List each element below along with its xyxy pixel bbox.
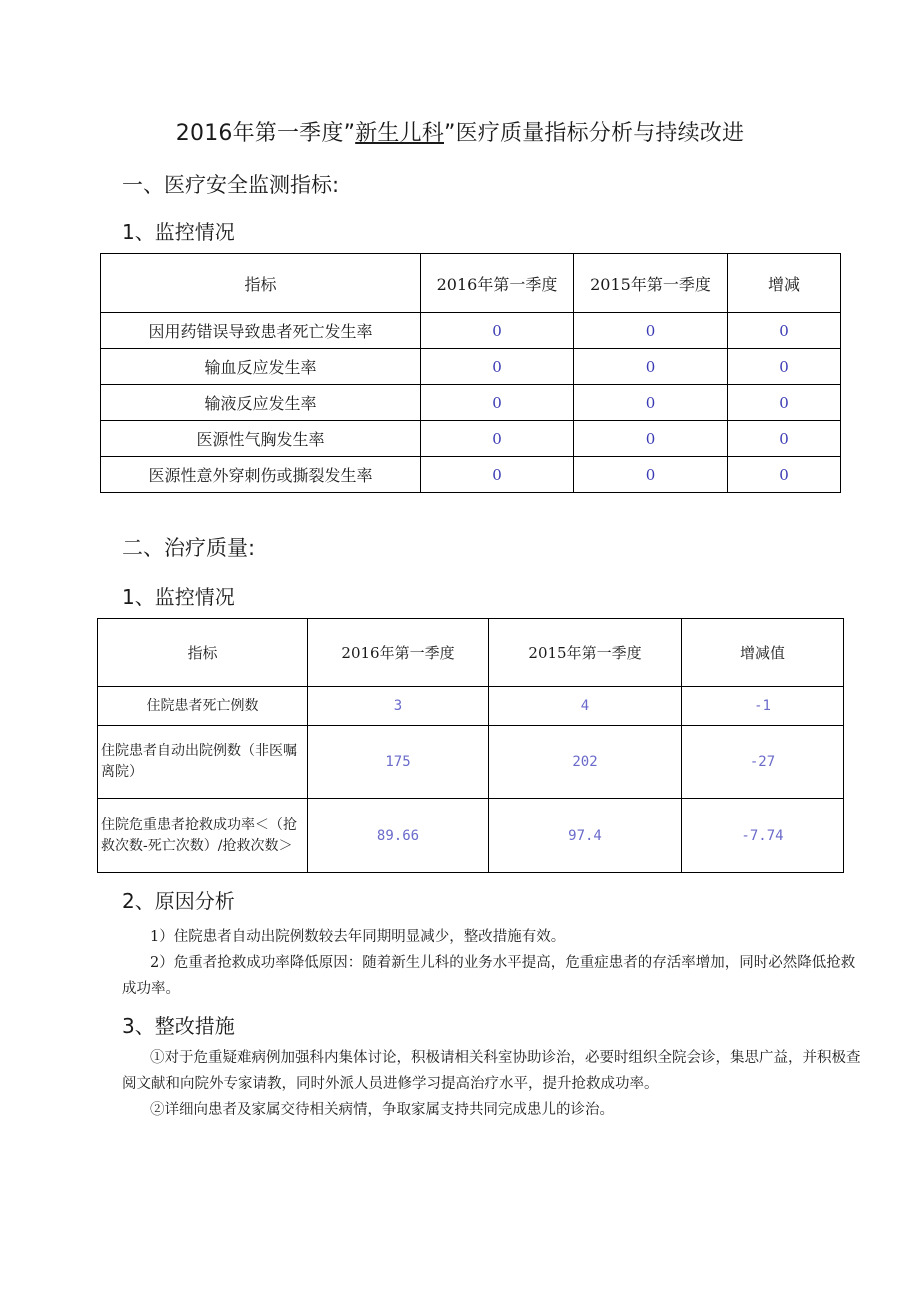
- value-2016: 0: [421, 313, 574, 349]
- value-change: 0: [728, 313, 841, 349]
- value-2015: 0: [574, 313, 728, 349]
- column-header: 2015年第一季度: [489, 619, 682, 687]
- page-title: [0, 116, 920, 147]
- value-2015: 0: [574, 457, 728, 493]
- section2-subheading-cause-analysis: 2、原因分析: [122, 889, 235, 913]
- column-header: 指标: [101, 254, 421, 313]
- analysis-item: 2）危重者抢救成功率降低原因：随着新生儿科的业务水平提高，危重症患者的存活率增加，同时必然降低抢救成功率。: [122, 955, 856, 997]
- value-2016: 3: [308, 687, 489, 726]
- section1-subheading-monitoring: 1、监控情况: [122, 220, 235, 244]
- value-2016: 0: [421, 349, 574, 385]
- indicator-label: 输液反应发生率: [101, 385, 421, 421]
- value-2015: 0: [574, 385, 728, 421]
- table-row: [98, 726, 844, 799]
- title-department: 新生儿科: [355, 121, 444, 146]
- indicator-label: 住院危重患者抢救成功率＜（抢救次数-死亡次数）/抢救次数＞: [98, 799, 308, 873]
- table-row: [101, 421, 841, 457]
- indicator-label: 住院患者死亡例数: [98, 687, 308, 726]
- table-row: [101, 457, 841, 493]
- value-change: 0: [728, 349, 841, 385]
- value-change: -27: [682, 726, 844, 799]
- treatment-quality-table: [97, 618, 844, 873]
- column-header: 2015年第一季度: [574, 254, 728, 313]
- value-2015: 202: [489, 726, 682, 799]
- indicator-label: 输血反应发生率: [101, 349, 421, 385]
- table-row: [101, 313, 841, 349]
- column-header: 指标: [98, 619, 308, 687]
- indicator-label: 因用药错误导致患者死亡发生率: [101, 313, 421, 349]
- value-2015: 4: [489, 687, 682, 726]
- measure-item: ②详细向患者及家属交待相关病情，争取家属支持共同完成患儿的诊治。: [150, 1102, 614, 1118]
- indicator-label: 住院患者自动出院例数（非医嘱离院）: [98, 726, 308, 799]
- value-change: 0: [728, 457, 841, 493]
- table-header-row: [98, 619, 844, 687]
- value-change: -1: [682, 687, 844, 726]
- section2-subheading-measures: 3、整改措施: [122, 1014, 235, 1038]
- section2-subheading-monitoring: 1、监控情况: [122, 585, 235, 609]
- table-row: [101, 349, 841, 385]
- analysis-item: 1）住院患者自动出院例数较去年同期明显减少，整改措施有效。: [150, 929, 566, 945]
- title-suffix: ”医疗质量指标分析与持续改进: [444, 121, 745, 146]
- value-2015: 0: [574, 421, 728, 457]
- table-row: [101, 385, 841, 421]
- value-change: 0: [728, 385, 841, 421]
- section1-heading: 一、医疗安全监测指标:: [122, 173, 340, 197]
- column-header: 2016年第一季度: [421, 254, 574, 313]
- table-header-row: [101, 254, 841, 313]
- value-2015: 97.4: [489, 799, 682, 873]
- indicator-label: 医源性意外穿刺伤或撕裂发生率: [101, 457, 421, 493]
- column-header: 增减: [728, 254, 841, 313]
- value-2016: 175: [308, 726, 489, 799]
- value-2015: 0: [574, 349, 728, 385]
- value-2016: 0: [421, 421, 574, 457]
- title-prefix: 2016年第一季度”: [175, 121, 356, 146]
- analysis-list: [122, 924, 862, 1002]
- column-header: 增减值: [682, 619, 844, 687]
- column-header: 2016年第一季度: [308, 619, 489, 687]
- table-row: [98, 799, 844, 873]
- value-2016: 0: [421, 457, 574, 493]
- measures-list: [122, 1045, 862, 1123]
- value-change: -7.74: [682, 799, 844, 873]
- section2-heading: 二、治疗质量:: [122, 536, 256, 560]
- safety-indicators-table: [100, 253, 841, 493]
- value-change: 0: [728, 421, 841, 457]
- value-2016: 0: [421, 385, 574, 421]
- indicator-label: 医源性气胸发生率: [101, 421, 421, 457]
- table-row: [98, 687, 844, 726]
- measure-item: ①对于危重疑难病例加强科内集体讨论，积极请相关科室协助诊治，必要时组织全院会诊，集思广益，并积极查阅文献和向院外专家请教，同时外派人员进修学习提高治疗水平，提升抢救成功率。: [122, 1050, 861, 1092]
- value-2016: 89.66: [308, 799, 489, 873]
